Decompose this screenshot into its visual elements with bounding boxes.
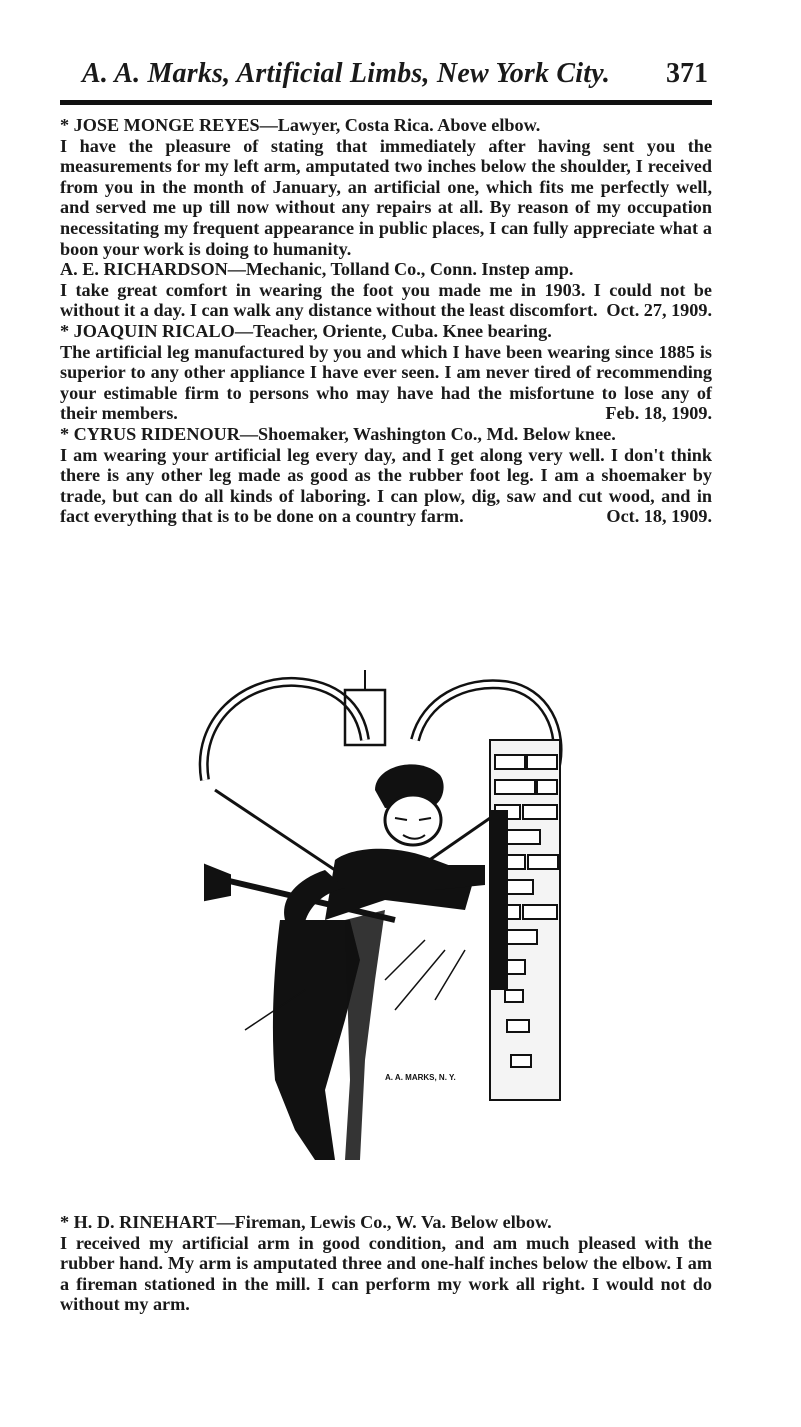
- testimonial-heading-reyes: * JOSE MONGE REYES—Lawyer, Costa Rica. Above elbow.: [60, 115, 541, 135]
- testimonial-date-ricalo: Feb. 18, 1909.: [605, 403, 712, 424]
- testimonial-bottom: [60, 1212, 712, 1315]
- testimonial-heading-rinehart: * H. D. RINEHART—Fireman, Lewis Co., W. Va. Below elbow.: [60, 1212, 552, 1232]
- testimonial-body-richardson: [60, 280, 712, 321]
- testimonial-heading-ricalo: * JOAQUIN RICALO—Teacher, Oriente, Cuba. Knee bearing.: [60, 320, 552, 341]
- testimonial-body-reyes: I have the pleasure of stating that immediately after having sent you the measurements for my left arm, amputated two inches below the shoulder, I received from you in the month of January, an artificial one, which fits me perfectly well, and served me up till now without any repairs at all. By reason of my occupation necessitating my frequent appearance in public places, I can fully appreciate what a boon your work is doing to humanity.: [60, 135, 712, 259]
- testimonial-body-rinehart: I received my artificial arm in good condition, and am much pleased with the rubber hand. My arm is amputated three and one-half inches below the elbow. I am a fireman stationed in the mill. I can perform my work all right. I would not do without my arm.: [60, 1232, 712, 1315]
- testimonials-top: [60, 115, 712, 527]
- running-head: [60, 58, 712, 94]
- testimonial-text-ricalo: The artificial leg manufactured by you and which I have been wearing since 1885 is superior to any other appliance I have ever seen. I am never tired of recommending your estimable firm to persons who may have had the misfortune to lose any of their members.: [60, 341, 712, 424]
- testimonial-text-ridenour: I am wearing your artificial leg every day, and I get along very well. I don't think there is any other leg made as good as the rubber foot leg. I am a shoemaker by trade, but can do all kinds of laboring. I can plow, dig, saw and cut wood, and in fact everything that is to be done on a country farm.: [60, 444, 712, 527]
- engraver-mark: A. A. MARKS, N. Y.: [385, 1073, 456, 1082]
- page-number: 371: [666, 58, 708, 89]
- testimonial-date-richardson: Oct. 27, 1909.: [606, 300, 712, 321]
- testimonial-text-richardson: I take great comfort in wearing the foot you made me in 1903. I could not be without it a day. I can walk any distance without the least discomfort.: [60, 279, 712, 321]
- testimonial-body-ricalo: [60, 342, 712, 424]
- testimonial-heading-richardson: A. E. RICHARDSON—Mechanic, Tolland Co., Conn. Instep amp.: [60, 259, 574, 280]
- header-rule: [60, 100, 712, 105]
- testimonial-heading-ridenour: * CYRUS RIDENOUR—Shoemaker, Washington Co., Md. Below knee.: [60, 423, 616, 444]
- running-title: A. A. Marks, Artificial Limbs, New York City.: [81, 58, 611, 89]
- engraving-worker-at-furnace: [185, 660, 615, 1190]
- testimonial-date-ridenour: Oct. 18, 1909.: [606, 506, 712, 527]
- testimonial-body-ridenour: [60, 445, 712, 527]
